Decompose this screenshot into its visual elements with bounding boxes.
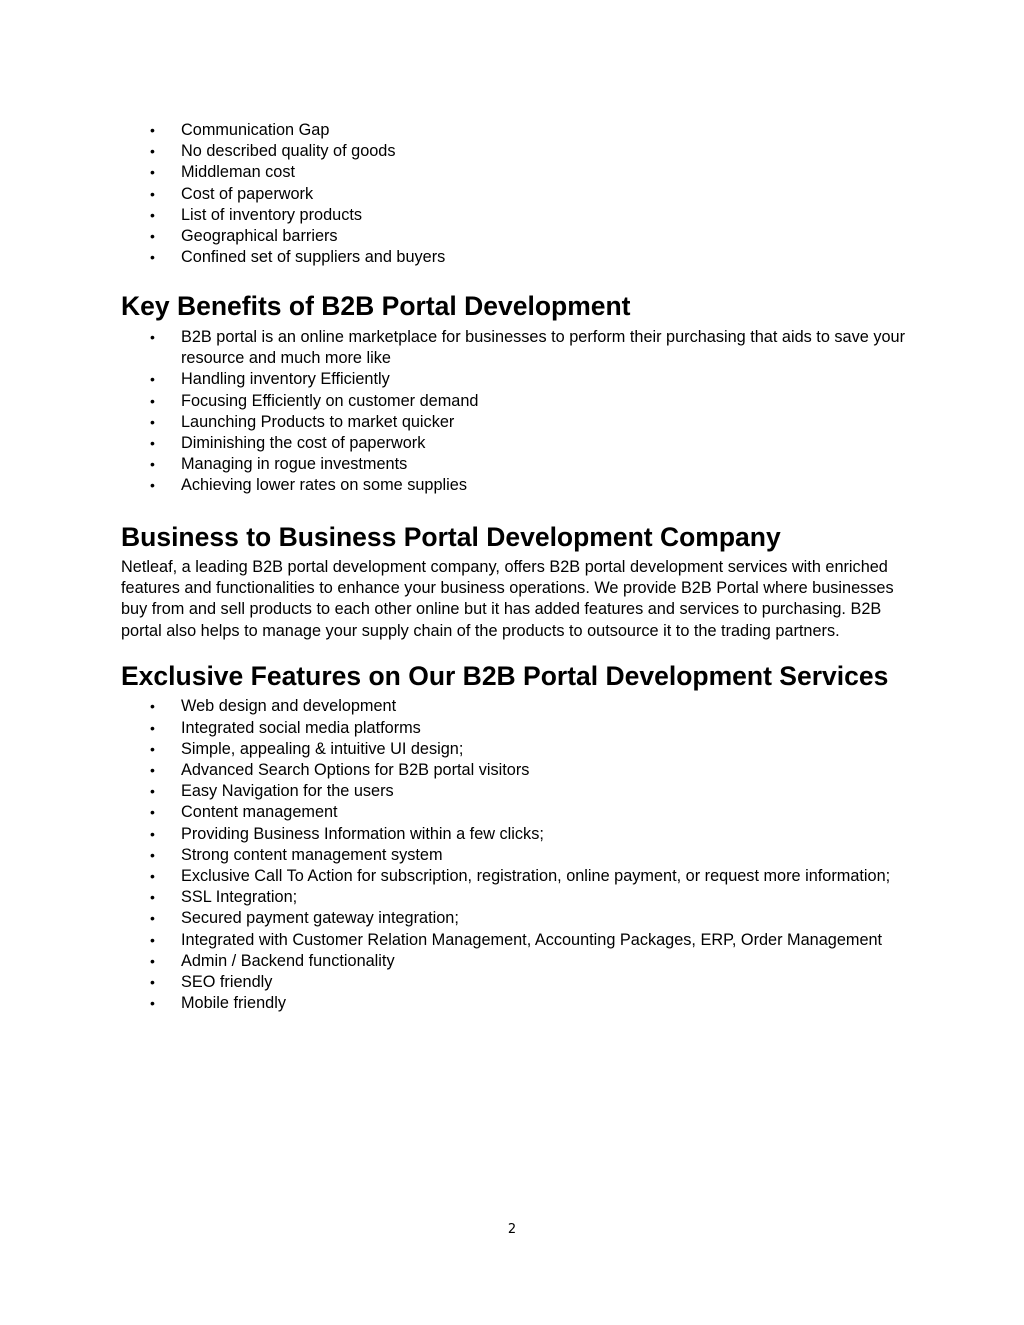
benefits-bullet-list: [121, 327, 911, 497]
list-item: • Advanced Search Options for B2B portal visitors: [121, 760, 911, 781]
list-item: • Middleman cost: [121, 162, 911, 183]
list-item: • Web design and development: [121, 696, 911, 717]
document-page-content: [121, 120, 911, 1014]
list-item: • Secured payment gateway integration;: [121, 908, 911, 929]
features-bullet-list: [121, 696, 911, 1014]
list-item: • List of inventory products: [121, 205, 911, 226]
list-item: • No described quality of goods: [121, 141, 911, 162]
intro-bullet-list: [121, 120, 911, 268]
list-item: • Strong content management system: [121, 845, 911, 866]
list-item: • Diminishing the cost of paperwork: [121, 433, 911, 454]
company-heading: Business to Business Portal Development Company: [121, 521, 781, 552]
features-heading: Exclusive Features on Our B2B Portal Development Services: [121, 660, 889, 691]
list-item: • Achieving lower rates on some supplies: [121, 475, 911, 496]
list-item: • Confined set of suppliers and buyers: [121, 247, 911, 268]
company-paragraph: Netleaf, a leading B2B portal development company, offers B2B portal development services with enriched features and functionalities to enhance your business operations. We provide B2B Portal where businesses buy from and sell products to each other online but it has added features and services to purchasing. B2B portal also helps to manage your supply chain of the products to outsource it to the trading partners.: [121, 558, 894, 640]
list-item: • Mobile friendly: [121, 993, 911, 1014]
list-item: • Simple, appealing & intuitive UI design;: [121, 739, 911, 760]
list-item: • Managing in rogue investments: [121, 454, 911, 475]
list-item: • Content management: [121, 802, 911, 823]
list-item: • Cost of paperwork: [121, 184, 911, 205]
benefits-heading: Key Benefits of B2B Portal Development: [121, 291, 631, 322]
list-item: • Geographical barriers: [121, 226, 911, 247]
list-item: • Integrated social media platforms: [121, 718, 911, 739]
list-item: • SSL Integration;: [121, 887, 911, 908]
list-item: • Focusing Efficiently on customer demand: [121, 391, 911, 412]
list-item: • B2B portal is an online marketplace for businesses to perform their purchasing that aids to save your resource and much more like: [121, 327, 911, 369]
list-item: • SEO friendly: [121, 972, 911, 993]
list-item: • Integrated with Customer Relation Management, Accounting Packages, ERP, Order Management: [121, 930, 911, 951]
list-item: • Providing Business Information within a few clicks;: [121, 824, 911, 845]
list-item: • Communication Gap: [121, 120, 911, 141]
list-item: • Admin / Backend functionality: [121, 951, 911, 972]
list-item: • Exclusive Call To Action for subscription, registration, online payment, or request more information;: [121, 866, 911, 887]
list-item: • Handling inventory Efficiently: [121, 369, 911, 390]
list-item: • Easy Navigation for the users: [121, 781, 911, 802]
list-item: • Launching Products to market quicker: [121, 412, 911, 433]
page-number: 2: [507, 1222, 517, 1237]
